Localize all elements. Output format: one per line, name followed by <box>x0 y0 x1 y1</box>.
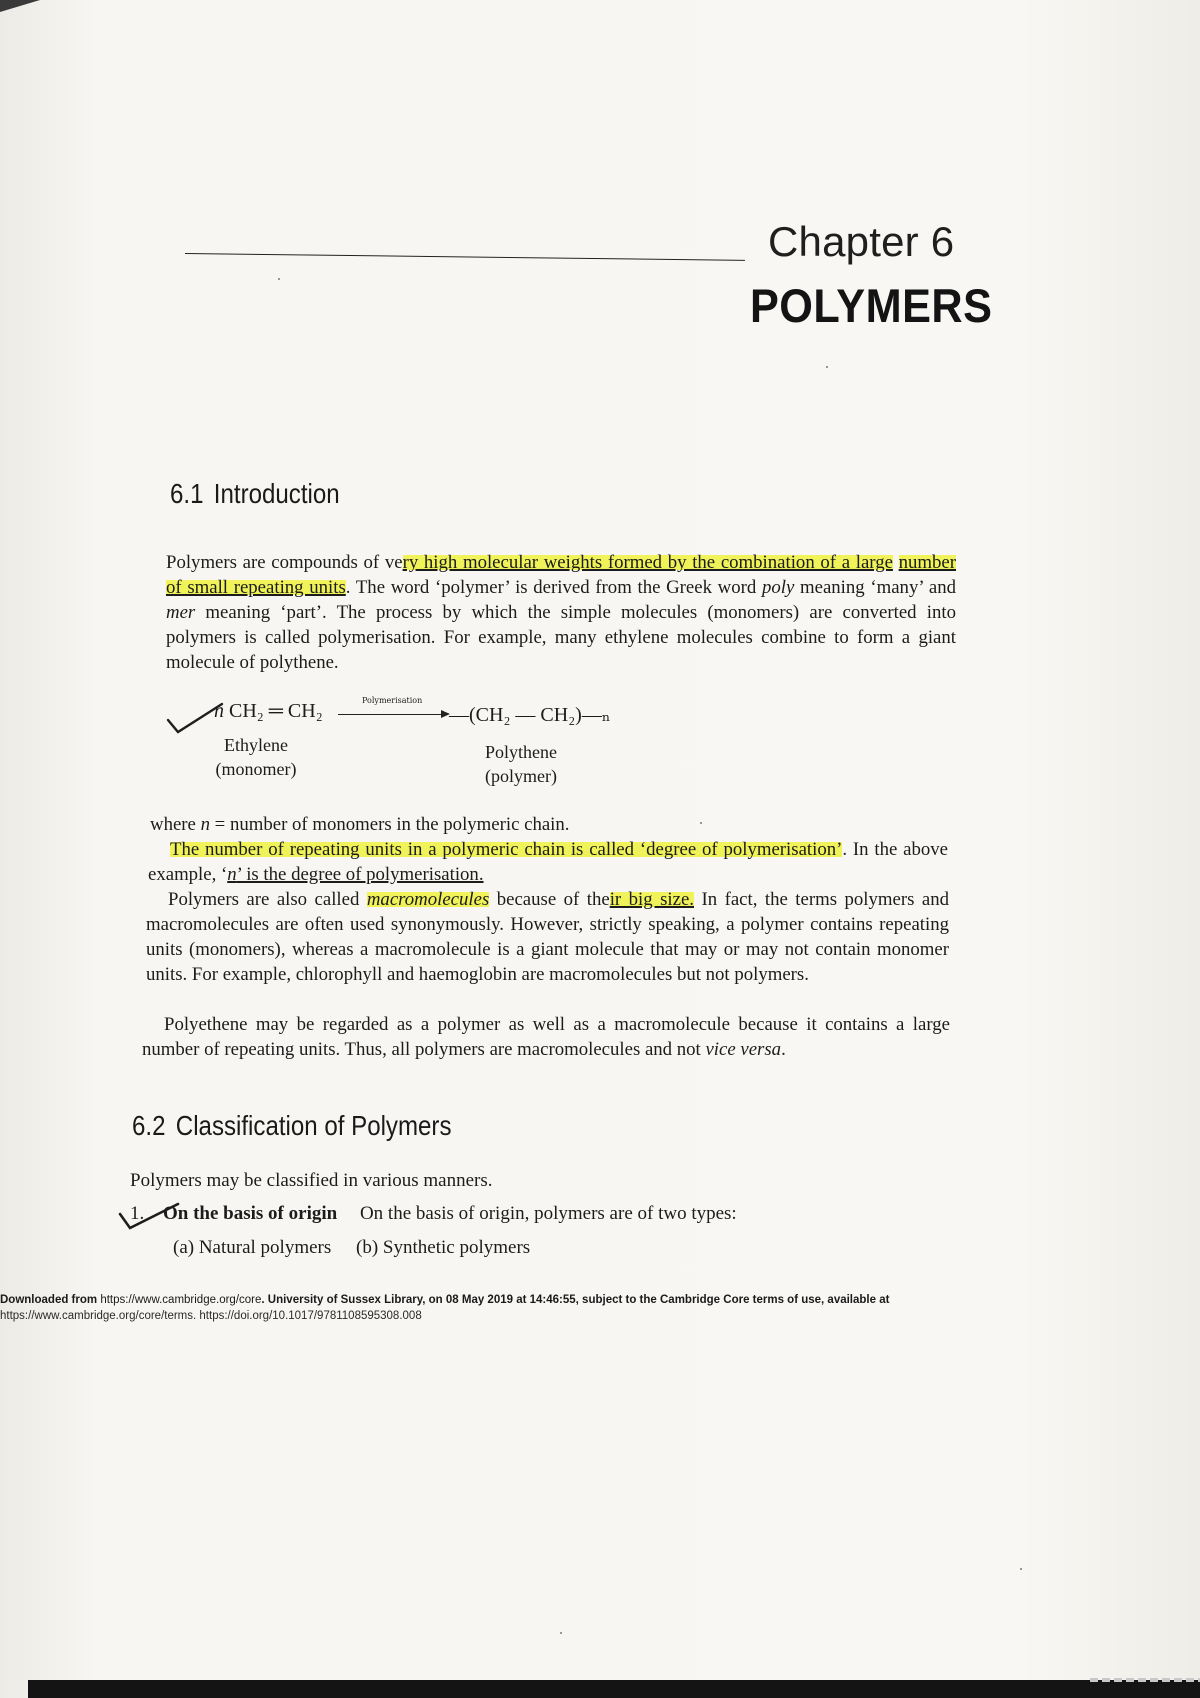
section-number: 6.2 <box>132 1110 166 1141</box>
footer-text: Downloaded from <box>0 1294 101 1306</box>
text-run: meaning ‘part’. The process by which the simple molecules (monomers) are converted into polymers is called polymerisation. For example, many ethylene molecules combine to form a giant molecule of polythene. <box>166 602 956 673</box>
highlighted-term: macromolecules <box>366 889 490 910</box>
footer-link[interactable]: https://www.cambridge.org/core <box>100 1294 262 1306</box>
text-run: . <box>781 1039 786 1060</box>
list-item-title: On the basis of origin <box>163 1203 338 1224</box>
download-footer <box>0 1292 1010 1324</box>
chapter-title: POLYMERS <box>750 279 993 332</box>
text-run: . In the above example, ‘ <box>148 839 949 885</box>
scan-ruler-marks <box>1090 1678 1200 1682</box>
list-item-text: On the basis of origin, polymers are of two types: <box>359 1203 737 1224</box>
reactant-formula: CH₂ ═ CH₂ <box>229 700 323 722</box>
section-heading-classification <box>132 1110 451 1142</box>
highlighted-text: number of small repeating units <box>166 552 956 598</box>
intro-paragraph <box>166 550 956 675</box>
scan-speck <box>826 366 828 368</box>
section-heading-introduction <box>170 478 340 510</box>
highlighted-text: The number of repeating units in a polymeric chain is called ‘degree of polymerisation’ <box>170 839 843 860</box>
text-run: because of the <box>489 889 610 910</box>
classification-intro: Polymers may be classified in various manners. <box>130 1170 493 1191</box>
macromolecule-paragraph <box>146 887 949 987</box>
italic-term: n <box>227 864 237 885</box>
text-run: Polyethene may be regarded as a polymer as well as a macromolecule because it contains a large number of repeating units. Thus, all polymers are macromolecules and not <box>142 1014 950 1060</box>
scan-corner-mark <box>0 0 40 12</box>
reaction-arrow-icon <box>338 714 448 715</box>
product-formula: —(CH₂ — CH₂)—ₙ <box>449 704 611 726</box>
text-run: where <box>150 814 201 835</box>
reactant-name: Ethylene <box>224 735 288 755</box>
highlighted-text: ir big size. <box>609 889 694 910</box>
subitem-natural: (a) Natural polymers <box>173 1237 332 1258</box>
scan-speck <box>278 278 280 280</box>
list-item-origin <box>130 1203 737 1225</box>
subitem-synthetic: (b) Synthetic polymers <box>356 1237 531 1258</box>
product-label <box>466 740 576 788</box>
reactant-role: (monomer) <box>215 759 297 779</box>
equation-reactant <box>214 700 323 723</box>
text-run: Polymers are also called <box>168 889 367 910</box>
list-number: 1. <box>130 1203 145 1224</box>
reactant-label <box>206 733 306 781</box>
equation-n: n <box>214 700 224 722</box>
product-role: (polymer) <box>485 766 557 786</box>
text-run: In fact, the terms polymers and macromolecules are often used synonymously. However, strictly speaking, a polymer contains repeating units (monomers), whereas a macromolecule is a giant molecule that may or may not contain monomer units. For example, chlorophyll and haemoglobin are macromolecules but not polymers. <box>146 889 949 985</box>
where-line <box>150 812 950 837</box>
text-run: . The word ‘polymer’ is derived from the Greek word <box>345 577 762 598</box>
polyethene-paragraph <box>142 1012 950 1062</box>
degree-paragraph <box>148 837 948 887</box>
section-number: 6.1 <box>170 478 204 509</box>
highlighted-text: ry high molecular weights formed by the combination of a large <box>402 552 893 573</box>
chapter-label: Chapter 6 <box>768 218 955 265</box>
scan-speck <box>700 822 702 824</box>
footer-text: . University of Sussex Library, on 08 May 2019 at 14:46:55, subject to the Cambridge Core terms of use, available at <box>261 1294 890 1306</box>
italic-term: mer <box>166 602 196 623</box>
section-title: Introduction <box>213 478 340 509</box>
section-title: Classification of Polymers <box>175 1110 452 1141</box>
underlined-text: ’ is the degree of polymerisation. <box>236 864 484 885</box>
list-subitems <box>173 1237 530 1259</box>
text-run: = number of monomers in the polymeric chain. <box>209 814 570 835</box>
text-run: Polymers are compounds of ve <box>166 552 403 573</box>
italic-term: vice versa <box>705 1039 782 1060</box>
scan-speck <box>1020 1568 1022 1570</box>
arrow-label: Polymerisation <box>362 696 423 705</box>
footer-line-2[interactable]: https://www.cambridge.org/core/terms. https://doi.org/10.1017/9781108595308.008 <box>0 1310 422 1322</box>
polymerisation-equation <box>166 696 626 790</box>
italic-term: n <box>200 814 210 835</box>
scan-bottom-edge <box>28 1680 1200 1698</box>
italic-term: poly <box>761 577 795 598</box>
footer-line-1 <box>0 1292 1010 1308</box>
text-run: meaning ‘many’ and <box>794 577 956 598</box>
scan-speck <box>560 1632 562 1634</box>
product-name: Polythene <box>485 742 557 762</box>
